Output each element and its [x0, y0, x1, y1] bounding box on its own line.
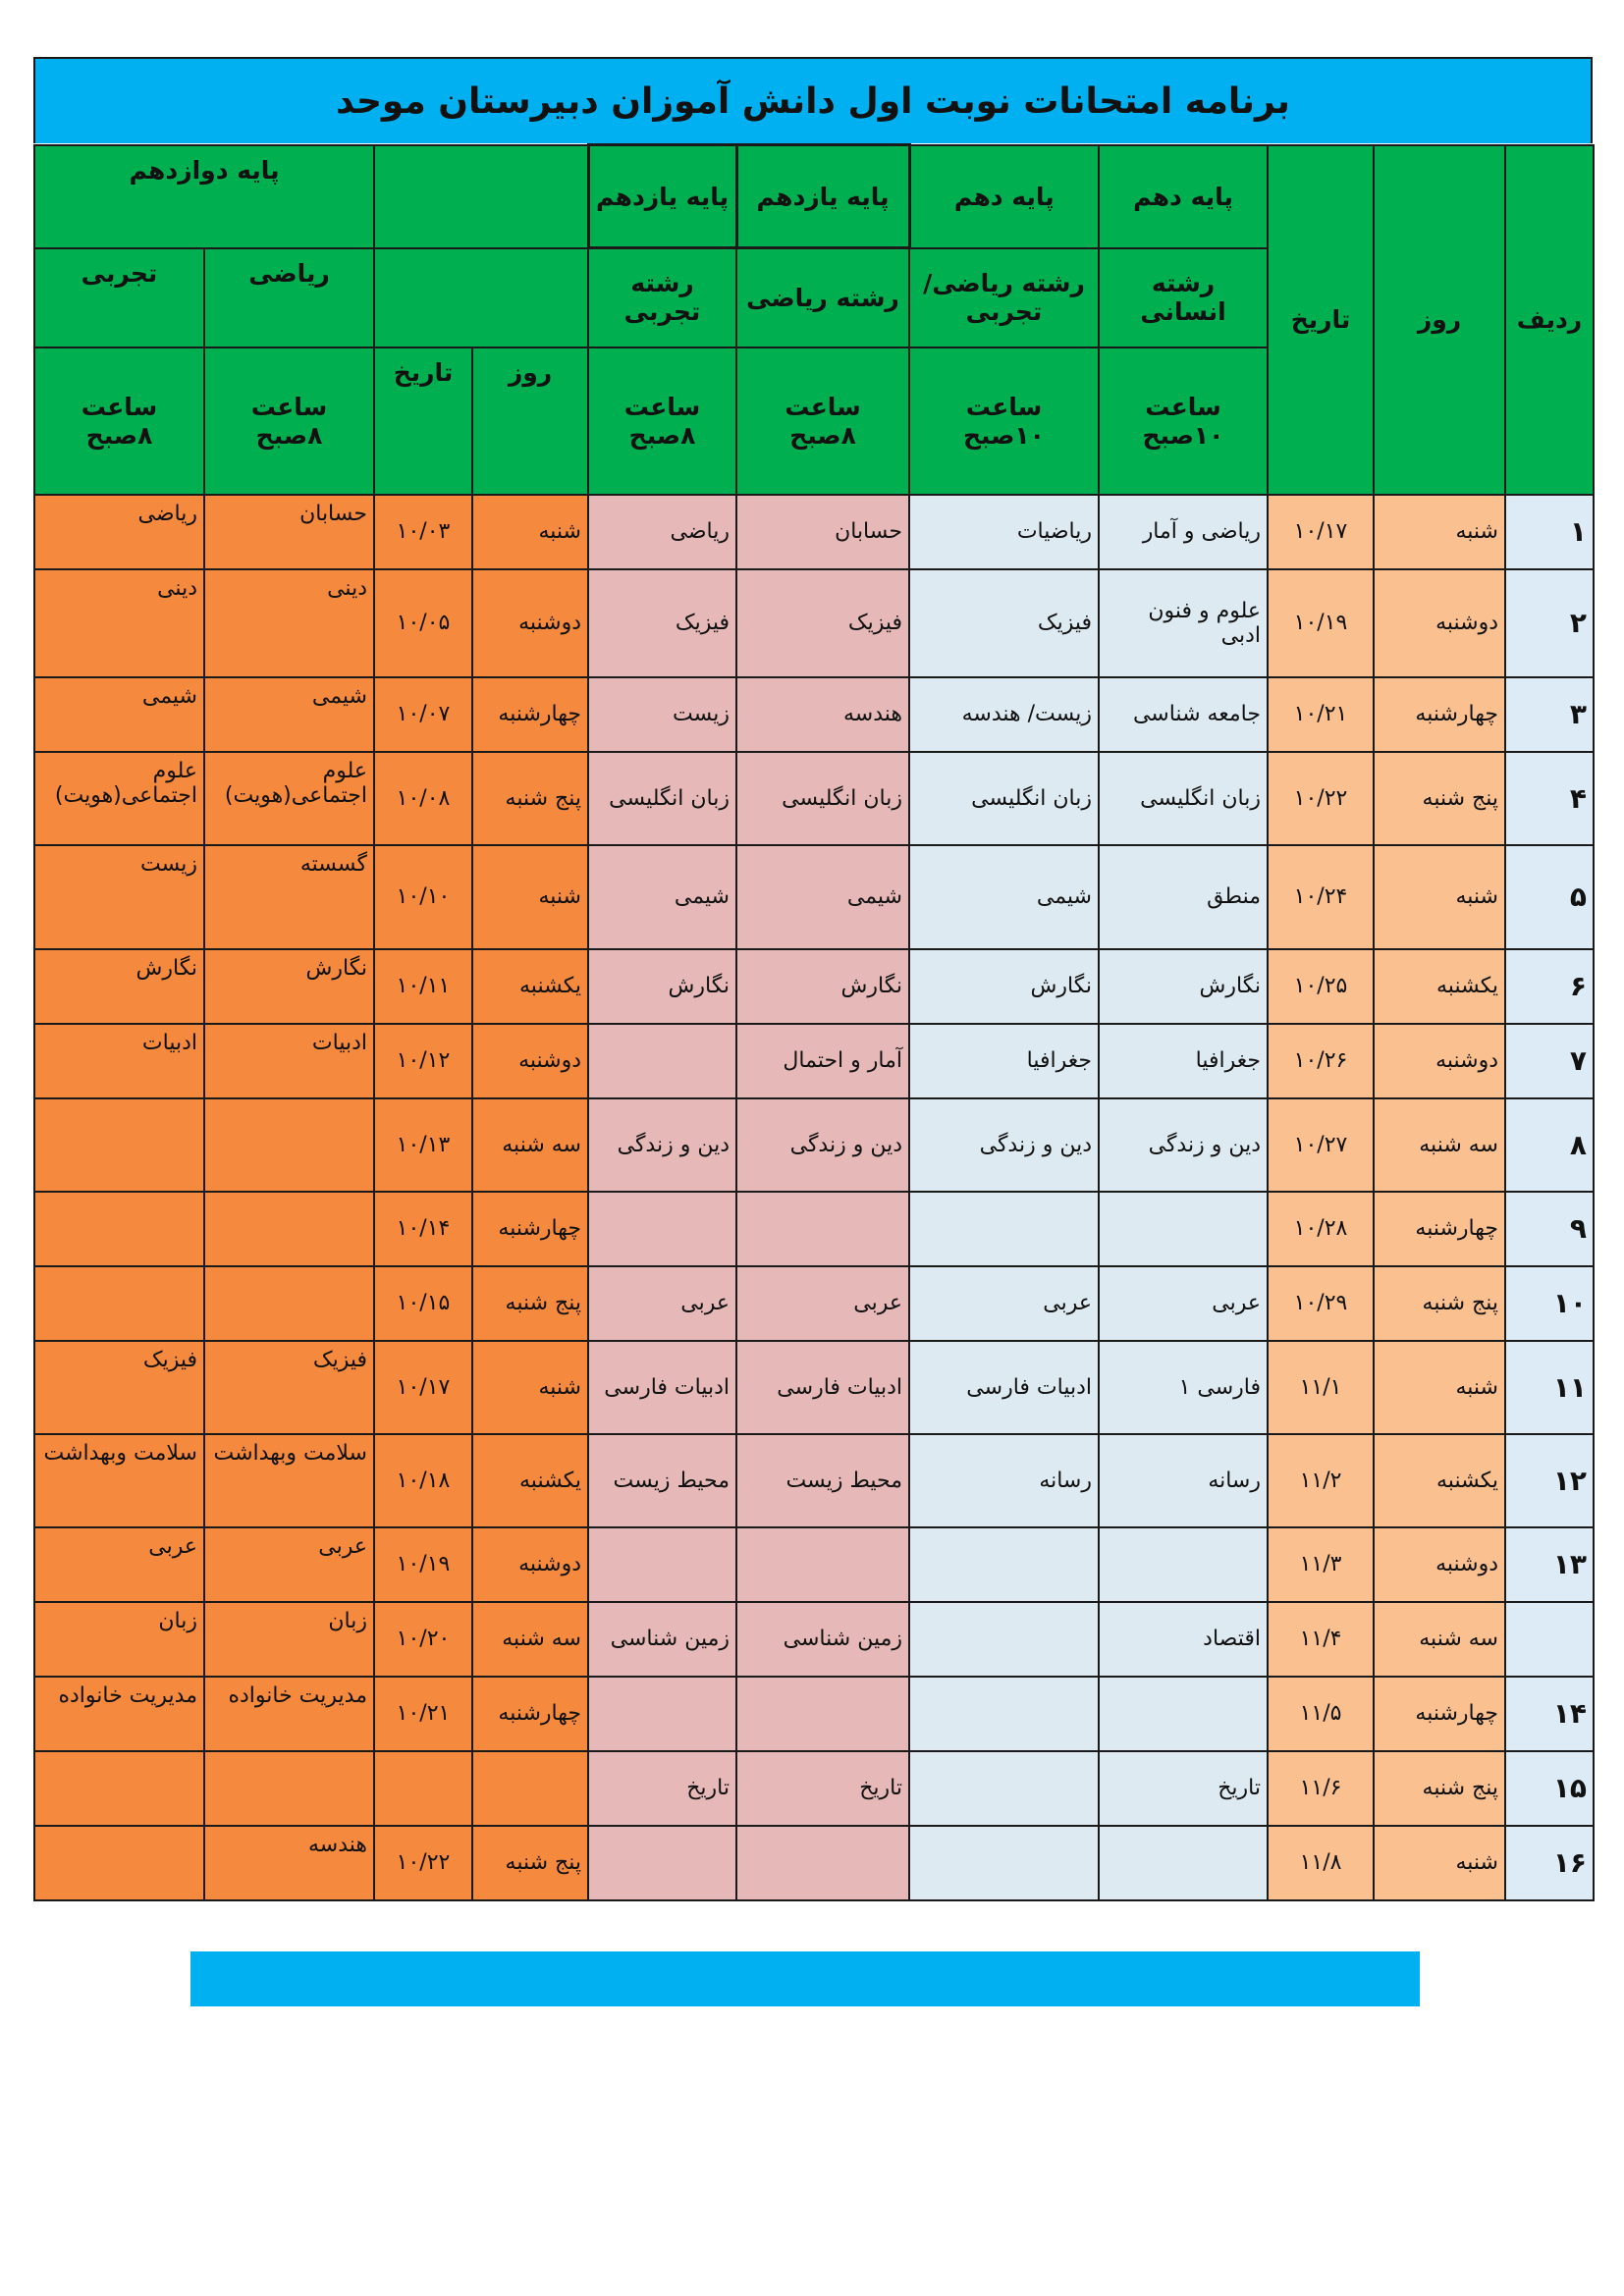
grade11-exp-subject: [588, 1826, 736, 1900]
grade11-exp-subject: عربی: [588, 1266, 736, 1341]
header-field-hum: رشته انسانی: [1099, 248, 1268, 347]
grade12-exp-subject: زبان: [34, 1602, 204, 1677]
table-row: [34, 1602, 1594, 1677]
grade10-mathexp-subject: ریاضیات: [909, 495, 1099, 569]
grade10-mathexp-subject: شیمی: [909, 845, 1099, 949]
table-row: [34, 1266, 1594, 1341]
date-cell: ۱۱/۸: [1268, 1826, 1374, 1900]
grade12-day: دوشنبه: [472, 1527, 588, 1602]
grade11-math-subject: ادبیات فارسی: [736, 1341, 909, 1434]
grade12-date: ۱۰/۱۳: [374, 1098, 472, 1192]
header-date-12: تاریخ: [374, 347, 472, 495]
header-grade11-math: پایه یازدهم: [736, 145, 909, 248]
header-day-12: روز: [472, 347, 588, 495]
grade12-day: دوشنبه: [472, 569, 588, 677]
table-row: [34, 569, 1594, 677]
grade11-math-subject: آمار و احتمال: [736, 1024, 909, 1098]
grade12-day: سه شنبه: [472, 1098, 588, 1192]
header-field-mathexp: رشته ریاضی/تجربی: [909, 248, 1099, 347]
grade11-math-subject: [736, 1527, 909, 1602]
header-row: [1505, 145, 1594, 495]
grade10-mathexp-subject: جغرافیا: [909, 1024, 1099, 1098]
grade12-math-subject: [204, 1098, 374, 1192]
grade11-math-subject: دین و زندگی: [736, 1098, 909, 1192]
grade10-hum-subject: اقتصاد: [1099, 1602, 1268, 1677]
row-number: ۱۶: [1505, 1826, 1594, 1900]
table-row: [34, 1341, 1594, 1434]
grade11-exp-subject: زبان انگلیسی: [588, 752, 736, 845]
grade10-mathexp-subject: زبان انگلیسی: [909, 752, 1099, 845]
day-cell: دوشنبه: [1374, 1024, 1505, 1098]
table-row: [34, 1192, 1594, 1266]
row-number: ۶: [1505, 949, 1594, 1024]
day-cell: یکشنبه: [1374, 1434, 1505, 1527]
grade11-exp-subject: ریاضی: [588, 495, 736, 569]
grade12-date: ۱۰/۲۱: [374, 1677, 472, 1751]
row-number: ۱۱: [1505, 1341, 1594, 1434]
day-cell: پنج شنبه: [1374, 1266, 1505, 1341]
grade10-mathexp-subject: [909, 1602, 1099, 1677]
grade12-exp-subject: [34, 1826, 204, 1900]
header-time-11m: [736, 347, 909, 495]
grade10-mathexp-subject: فیزیک: [909, 569, 1099, 677]
grade12-day: چهارشنبه: [472, 1192, 588, 1266]
grade10-mathexp-subject: [909, 1826, 1099, 1900]
grade11-exp-subject: زمین شناسی: [588, 1602, 736, 1677]
grade10-mathexp-subject: [909, 1677, 1099, 1751]
header-time-12m: [204, 347, 374, 495]
grade10-hum-subject: عربی: [1099, 1266, 1268, 1341]
grade12-exp-subject: فیزیک: [34, 1341, 204, 1434]
date-cell: ۱۱/۱: [1268, 1341, 1374, 1434]
grade12-math-subject: نگارش: [204, 949, 374, 1024]
day-cell: پنج شنبه: [1374, 1751, 1505, 1826]
grade11-math-subject: نگارش: [736, 949, 909, 1024]
grade11-math-subject: زمین شناسی: [736, 1602, 909, 1677]
grade11-math-subject: فیزیک: [736, 569, 909, 677]
time-label: ساعت: [623, 392, 701, 421]
header-time-10me: [909, 347, 1099, 495]
grade12-date: ۱۰/۰۸: [374, 752, 472, 845]
day-cell: دوشنبه: [1374, 569, 1505, 677]
grade12-exp-subject: سلامت وبهداشت: [34, 1434, 204, 1527]
grade11-exp-subject: [588, 1192, 736, 1266]
grade10-mathexp-subject: ادبیات فارسی: [909, 1341, 1099, 1434]
grade12-date: [374, 1751, 472, 1826]
day-cell: شنبه: [1374, 495, 1505, 569]
grade11-math-subject: [736, 1677, 909, 1751]
grade10-hum-subject: تاریخ: [1099, 1751, 1268, 1826]
grade10-mathexp-subject: عربی: [909, 1266, 1099, 1341]
row-number: ۱: [1505, 495, 1594, 569]
grade12-date: ۱۰/۱۲: [374, 1024, 472, 1098]
row-number: ۲: [1505, 569, 1594, 677]
date-cell: ۱۱/۵: [1268, 1677, 1374, 1751]
grade10-hum-subject: [1099, 1677, 1268, 1751]
grade11-math-subject: زبان انگلیسی: [736, 752, 909, 845]
grade12-date: ۱۰/۱۰: [374, 845, 472, 949]
grade12-math-subject: حسابان: [204, 495, 374, 569]
grade12-day: سه شنبه: [472, 1602, 588, 1677]
grade10-hum-subject: منطق: [1099, 845, 1268, 949]
time-value: ۸صبح: [255, 420, 323, 450]
grade12-math-subject: [204, 1266, 374, 1341]
time-label: ساعت: [250, 392, 328, 421]
grade11-exp-subject: محیط زیست: [588, 1434, 736, 1527]
table-row: [34, 1098, 1594, 1192]
grade10-hum-subject: جامعه شناسی: [1099, 677, 1268, 752]
table-row: [34, 1751, 1594, 1826]
header-time-11e: [588, 347, 736, 495]
time-label: ساعت: [965, 392, 1043, 421]
time-value: ۸صبح: [85, 420, 153, 450]
time-label: ساعت: [785, 392, 861, 421]
page-title: برنامه امتحانات نوبت اول دانش آموزان دبیرستان موحد: [33, 57, 1593, 143]
grade12-math-subject: گسسته: [204, 845, 374, 949]
grade11-math-subject: شیمی: [736, 845, 909, 949]
grade11-exp-subject: نگارش: [588, 949, 736, 1024]
table-row: [34, 1024, 1594, 1098]
time-label: ساعت: [81, 392, 158, 421]
grade10-mathexp-subject: زیست/ هندسه: [909, 677, 1099, 752]
grade12-math-subject: زبان: [204, 1602, 374, 1677]
grade12-exp-subject: شیمی: [34, 677, 204, 752]
day-cell: شنبه: [1374, 1341, 1505, 1434]
grade12-day: [472, 1751, 588, 1826]
table-row: [34, 677, 1594, 752]
date-cell: ۱۰/۱۷: [1268, 495, 1374, 569]
table-row: [34, 1434, 1594, 1527]
grade12-math-subject: فیزیک: [204, 1341, 374, 1434]
grade12-math-subject: هندسه: [204, 1826, 374, 1900]
day-cell: دوشنبه: [1374, 1527, 1505, 1602]
date-cell: ۱۰/۱۹: [1268, 569, 1374, 677]
grade10-hum-subject: رسانه: [1099, 1434, 1268, 1527]
table-row: [34, 949, 1594, 1024]
table-row: [34, 495, 1594, 569]
grade12-day: یکشنبه: [472, 949, 588, 1024]
grade10-hum-subject: ریاضی و آمار: [1099, 495, 1268, 569]
header-grade10-mathexp: پایه دهم: [909, 145, 1099, 248]
grade12-exp-subject: مدیریت خانواده: [34, 1677, 204, 1751]
grade12-math-subject: علوم اجتماعی(هویت): [204, 752, 374, 845]
day-cell: شنبه: [1374, 845, 1505, 949]
grade12-exp-subject: ریاضی: [34, 495, 204, 569]
row-number: ۳: [1505, 677, 1594, 752]
grade12-day: چهارشنبه: [472, 677, 588, 752]
date-cell: ۱۰/۲۶: [1268, 1024, 1374, 1098]
day-cell: چهارشنبه: [1374, 1192, 1505, 1266]
grade12-exp-subject: [34, 1266, 204, 1341]
grade10-mathexp-subject: [909, 1192, 1099, 1266]
grade12-exp-subject: [34, 1192, 204, 1266]
row-number: ۹: [1505, 1192, 1594, 1266]
grade12-exp-subject: ادبیات: [34, 1024, 204, 1098]
grade12-date: ۱۰/۱۴: [374, 1192, 472, 1266]
grade11-math-subject: [736, 1826, 909, 1900]
time-value: ۸صبح: [789, 420, 856, 450]
grade12-exp-subject: زیست: [34, 845, 204, 949]
header-blank-2: [374, 248, 588, 347]
date-cell: ۱۱/۴: [1268, 1602, 1374, 1677]
header-date-label: تاریخ: [1290, 305, 1351, 334]
day-cell: پنج شنبه: [1374, 752, 1505, 845]
grade11-math-subject: محیط زیست: [736, 1434, 909, 1527]
grade10-mathexp-subject: دین و زندگی: [909, 1098, 1099, 1192]
row-number: ۱۴: [1505, 1677, 1594, 1751]
grade12-day: شنبه: [472, 1341, 588, 1434]
row-number: ۱۰: [1505, 1266, 1594, 1341]
day-cell: سه شنبه: [1374, 1602, 1505, 1677]
grade12-day: شنبه: [472, 495, 588, 569]
grade12-date: ۱۰/۱۷: [374, 1341, 472, 1434]
grade12-date: ۱۰/۱۹: [374, 1527, 472, 1602]
grade12-day: پنج شنبه: [472, 1266, 588, 1341]
day-cell: چهارشنبه: [1374, 677, 1505, 752]
date-cell: ۱۱/۶: [1268, 1751, 1374, 1826]
grade10-hum-subject: جغرافیا: [1099, 1024, 1268, 1098]
grade12-math-subject: ادبیات: [204, 1024, 374, 1098]
grade12-date: ۱۰/۲۲: [374, 1826, 472, 1900]
grade12-math-subject: [204, 1192, 374, 1266]
time-value: ۸صبح: [628, 420, 696, 450]
grade11-exp-subject: [588, 1024, 736, 1098]
grade10-hum-subject: نگارش: [1099, 949, 1268, 1024]
time-value: ۱۰صبح: [963, 420, 1045, 450]
header-time-10h: [1099, 347, 1268, 495]
grade10-hum-subject: فارسی ۱: [1099, 1341, 1268, 1434]
grade12-date: ۱۰/۱۸: [374, 1434, 472, 1527]
grade11-math-subject: تاریخ: [736, 1751, 909, 1826]
row-number: ۱۳: [1505, 1527, 1594, 1602]
grade11-exp-subject: [588, 1527, 736, 1602]
grade10-hum-subject: دین و زندگی: [1099, 1098, 1268, 1192]
table-row: [34, 1677, 1594, 1751]
grade10-hum-subject: [1099, 1826, 1268, 1900]
grade12-day: دوشنبه: [472, 1024, 588, 1098]
date-cell: ۱۰/۲۲: [1268, 752, 1374, 845]
header-field-exp: رشته تجربی: [588, 248, 736, 347]
grade12-math-subject: عربی: [204, 1527, 374, 1602]
date-cell: ۱۰/۲۹: [1268, 1266, 1374, 1341]
grade12-date: ۱۰/۰۷: [374, 677, 472, 752]
header-math: ریاضی: [204, 248, 374, 347]
header-grade10-hum: پایه دهم: [1099, 145, 1268, 248]
row-number: ۴: [1505, 752, 1594, 845]
header-day: [1374, 145, 1505, 495]
date-cell: ۱۰/۲۵: [1268, 949, 1374, 1024]
grade12-exp-subject: عربی: [34, 1527, 204, 1602]
date-cell: ۱۰/۲۱: [1268, 677, 1374, 752]
grade11-math-subject: حسابان: [736, 495, 909, 569]
day-cell: چهارشنبه: [1374, 1677, 1505, 1751]
date-cell: ۱۱/۳: [1268, 1527, 1374, 1602]
grade12-day: شنبه: [472, 845, 588, 949]
grade11-exp-subject: فیزیک: [588, 569, 736, 677]
grade11-exp-subject: زیست: [588, 677, 736, 752]
grade12-date: ۱۰/۱۵: [374, 1266, 472, 1341]
table-row: [34, 1826, 1594, 1900]
grade10-mathexp-subject: رسانه: [909, 1434, 1099, 1527]
grade12-exp-subject: [34, 1751, 204, 1826]
grade11-exp-subject: تاریخ: [588, 1751, 736, 1826]
header-grade11-exp: پایه یازدهم: [588, 145, 736, 248]
grade11-math-subject: عربی: [736, 1266, 909, 1341]
grade10-hum-subject: علوم و فنون ادبی: [1099, 569, 1268, 677]
grade12-date: ۱۰/۰۳: [374, 495, 472, 569]
grade11-math-subject: هندسه: [736, 677, 909, 752]
grade12-math-subject: شیمی: [204, 677, 374, 752]
grade12-math-subject: سلامت وبهداشت: [204, 1434, 374, 1527]
grade12-math-subject: مدیریت خانواده: [204, 1677, 374, 1751]
grade12-exp-subject: علوم اجتماعی(هویت): [34, 752, 204, 845]
grade12-exp-subject: [34, 1098, 204, 1192]
row-number: ۱۵: [1505, 1751, 1594, 1826]
grade11-exp-subject: شیمی: [588, 845, 736, 949]
time-label: ساعت: [1145, 392, 1221, 421]
row-number: [1505, 1602, 1594, 1677]
grade10-hum-subject: [1099, 1527, 1268, 1602]
date-cell: ۱۱/۲: [1268, 1434, 1374, 1527]
grade12-day: پنج شنبه: [472, 1826, 588, 1900]
row-number: ۷: [1505, 1024, 1594, 1098]
row-number: ۱۲: [1505, 1434, 1594, 1527]
header-time-12e: [34, 347, 204, 495]
grade10-hum-subject: زبان انگلیسی: [1099, 752, 1268, 845]
grade12-date: ۱۰/۱۱: [374, 949, 472, 1024]
grade12-exp-subject: نگارش: [34, 949, 204, 1024]
grade12-date: ۱۰/۰۵: [374, 569, 472, 677]
day-cell: سه شنبه: [1374, 1098, 1505, 1192]
exam-schedule-sheet: [33, 57, 1593, 1901]
header-exp: تجربی: [34, 248, 204, 347]
time-value: ۱۰صبح: [1142, 420, 1224, 450]
row-number: ۸: [1505, 1098, 1594, 1192]
row-number: ۵: [1505, 845, 1594, 949]
grade12-day: چهارشنبه: [472, 1677, 588, 1751]
grade10-hum-subject: [1099, 1192, 1268, 1266]
grade11-math-subject: [736, 1192, 909, 1266]
grade12-math-subject: [204, 1751, 374, 1826]
header-field-math: رشته ریاضی: [736, 248, 909, 347]
date-cell: ۱۰/۲۸: [1268, 1192, 1374, 1266]
grade10-mathexp-subject: [909, 1527, 1099, 1602]
date-cell: ۱۰/۲۷: [1268, 1098, 1374, 1192]
footer-bar: [190, 1951, 1420, 2006]
header-date: [1268, 145, 1374, 495]
grade10-mathexp-subject: [909, 1751, 1099, 1826]
grade12-date: ۱۰/۲۰: [374, 1602, 472, 1677]
grade11-exp-subject: ادبیات فارسی: [588, 1341, 736, 1434]
header-row-label: ردیف: [1516, 305, 1583, 334]
grade12-exp-subject: دینی: [34, 569, 204, 677]
header-day-label: روز: [1417, 305, 1462, 334]
table-row: [34, 1527, 1594, 1602]
header-grade12: پایه دوازدهم: [34, 145, 374, 248]
date-cell: ۱۰/۲۴: [1268, 845, 1374, 949]
grade10-mathexp-subject: نگارش: [909, 949, 1099, 1024]
grade12-math-subject: دینی: [204, 569, 374, 677]
day-cell: شنبه: [1374, 1826, 1505, 1900]
grade12-day: پنج شنبه: [472, 752, 588, 845]
schedule-table: [33, 143, 1595, 1901]
grade12-day: یکشنبه: [472, 1434, 588, 1527]
day-cell: یکشنبه: [1374, 949, 1505, 1024]
header-blank: [374, 145, 588, 248]
table-row: [34, 845, 1594, 949]
grade11-exp-subject: [588, 1677, 736, 1751]
table-row: [34, 752, 1594, 845]
grade11-exp-subject: دین و زندگی: [588, 1098, 736, 1192]
